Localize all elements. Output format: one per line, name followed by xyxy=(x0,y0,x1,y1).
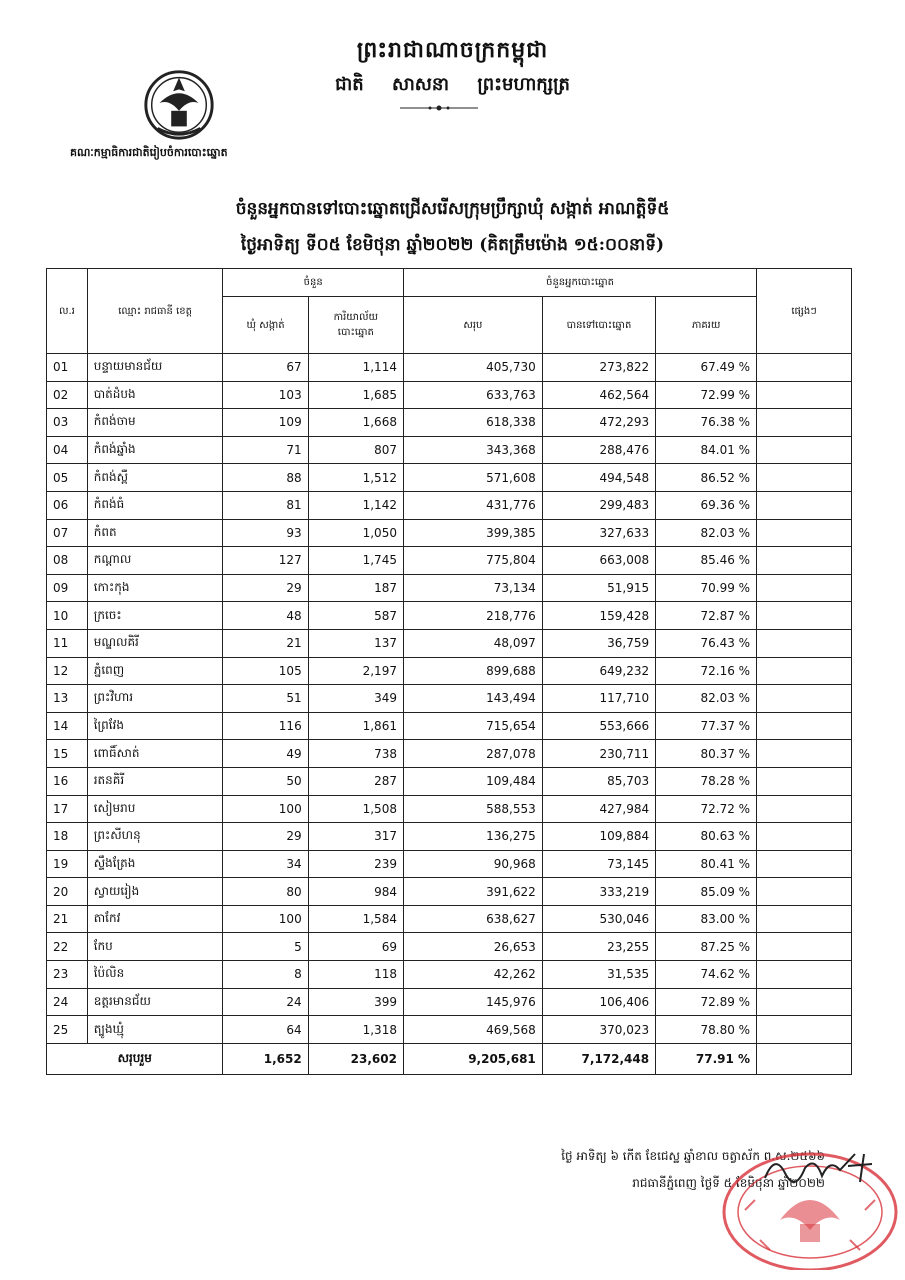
header-commune: ឃុំ សង្កាត់ xyxy=(223,297,308,354)
voted-count-cell: 288,476 xyxy=(542,436,655,464)
commune-count-cell: 64 xyxy=(223,1016,308,1044)
voted-count-cell: 117,710 xyxy=(542,685,655,713)
voted-count-cell: 31,535 xyxy=(542,961,655,989)
table-row xyxy=(47,740,852,768)
row-number-cell: 03 xyxy=(47,409,88,437)
row-number-cell: 22 xyxy=(47,933,88,961)
row-number-cell: 05 xyxy=(47,464,88,492)
turnout-percent-cell: 78.80 % xyxy=(656,1016,757,1044)
note-cell xyxy=(757,878,852,906)
polling-office-count-cell: 984 xyxy=(308,878,403,906)
turnout-percent-cell: 83.00 % xyxy=(656,905,757,933)
turnout-percent-cell: 72.16 % xyxy=(656,657,757,685)
registered-voters-cell: 899,688 xyxy=(403,657,542,685)
registered-voters-cell: 218,776 xyxy=(403,602,542,630)
table-row xyxy=(47,905,852,933)
table-row xyxy=(47,657,852,685)
table-row xyxy=(47,574,852,602)
registered-voters-cell: 73,134 xyxy=(403,574,542,602)
province-name-cell: កណ្ដាល xyxy=(87,547,223,575)
table-row xyxy=(47,491,852,519)
commune-count-cell: 100 xyxy=(223,795,308,823)
commune-count-cell: 48 xyxy=(223,602,308,630)
note-cell xyxy=(757,629,852,657)
table-row xyxy=(47,767,852,795)
polling-office-count-cell: 349 xyxy=(308,685,403,713)
note-cell xyxy=(757,657,852,685)
voted-count-cell: 530,046 xyxy=(542,905,655,933)
polling-office-count-cell: 1,318 xyxy=(308,1016,403,1044)
turnout-percent-cell: 72.87 % xyxy=(656,602,757,630)
row-number-cell: 19 xyxy=(47,850,88,878)
voted-count-cell: 106,406 xyxy=(542,988,655,1016)
commune-count-cell: 49 xyxy=(223,740,308,768)
turnout-percent-cell: 67.49 % xyxy=(656,354,757,382)
row-number-cell: 09 xyxy=(47,574,88,602)
voted-count-cell: 273,822 xyxy=(542,354,655,382)
polling-office-count-cell: 1,861 xyxy=(308,712,403,740)
turnout-percent-cell: 77.37 % xyxy=(656,712,757,740)
note-cell xyxy=(757,823,852,851)
polling-office-count-cell: 1,584 xyxy=(308,905,403,933)
row-number-cell: 25 xyxy=(47,1016,88,1044)
turnout-percent-cell: 74.62 % xyxy=(656,961,757,989)
commune-count-cell: 8 xyxy=(223,961,308,989)
note-cell xyxy=(757,436,852,464)
polling-office-count-cell: 317 xyxy=(308,823,403,851)
note-cell xyxy=(757,712,852,740)
polling-office-count-cell: 1,668 xyxy=(308,409,403,437)
document-title: ចំនួនអ្នកបានទៅបោះឆ្នោតជ្រើសរើសក្រុមប្រឹក្សាឃុំ សង្កាត់ អាណត្តិទី៥ xyxy=(235,199,670,219)
commune-count-cell: 51 xyxy=(223,685,308,713)
row-number-cell: 20 xyxy=(47,878,88,906)
solar-date: រាជធានីភ្នំពេញ ថ្ងៃទី ៥ ខែមិថុនា ឆ្នាំ២០២២ xyxy=(632,1176,825,1190)
table-row xyxy=(47,988,852,1016)
registered-voters-cell: 469,568 xyxy=(403,1016,542,1044)
ornament-divider xyxy=(400,104,478,112)
national-motto: ជាតិ សាសនា ព្រះមហាក្សត្រ xyxy=(335,74,570,95)
registered-voters-cell: 42,262 xyxy=(403,961,542,989)
header-count-group: ចំនួន xyxy=(223,269,404,297)
row-number-cell: 11 xyxy=(47,629,88,657)
registered-voters-cell: 343,368 xyxy=(403,436,542,464)
commune-count-cell: 24 xyxy=(223,988,308,1016)
commune-count-cell: 71 xyxy=(223,436,308,464)
province-name-cell: មណ្ឌលគិរី xyxy=(87,629,223,657)
polling-office-count-cell: 239 xyxy=(308,850,403,878)
official-seal-stamp xyxy=(710,1120,900,1270)
voted-count-cell: 159,428 xyxy=(542,602,655,630)
table-row xyxy=(47,961,852,989)
turnout-percent-cell: 72.89 % xyxy=(656,988,757,1016)
registered-voters-cell: 391,622 xyxy=(403,878,542,906)
province-name-cell: កំពង់ឆ្នាំង xyxy=(87,436,223,464)
commune-count-cell: 67 xyxy=(223,354,308,382)
note-cell xyxy=(757,850,852,878)
kingdom-title: ព្រះរាជាណាចក្រកម្ពុជា xyxy=(356,37,549,63)
document-subtitle: ថ្ងៃអាទិត្យ ទី០៥ ខែមិថុនា ឆ្នាំ២០២២ (គិតត្រឹមម៉ោង ១៥:០០នាទី) xyxy=(240,235,665,255)
registered-voters-cell: 618,338 xyxy=(403,409,542,437)
voted-count-cell: 85,703 xyxy=(542,767,655,795)
note-cell xyxy=(757,905,852,933)
turnout-percent-cell: 76.38 % xyxy=(656,409,757,437)
commune-count-cell: 29 xyxy=(223,574,308,602)
voted-count-cell: 472,293 xyxy=(542,409,655,437)
province-name-cell: ឧត្ដរមានជ័យ xyxy=(87,988,223,1016)
polling-office-count-cell: 137 xyxy=(308,629,403,657)
commune-count-cell: 29 xyxy=(223,823,308,851)
province-name-cell: បន្ទាយមានជ័យ xyxy=(87,354,223,382)
province-name-cell: សៀមរាប xyxy=(87,795,223,823)
note-cell xyxy=(757,933,852,961)
province-name-cell: កំពង់ស្ពឺ xyxy=(87,464,223,492)
table-row xyxy=(47,685,852,713)
commune-count-cell: 50 xyxy=(223,767,308,795)
note-cell xyxy=(757,740,852,768)
row-number-cell: 10 xyxy=(47,602,88,630)
row-number-cell: 18 xyxy=(47,823,88,851)
commune-count-cell: 127 xyxy=(223,547,308,575)
registered-voters-cell: 405,730 xyxy=(403,354,542,382)
province-name-cell: កំពត xyxy=(87,519,223,547)
total-note-cell xyxy=(757,1043,852,1074)
polling-office-count-cell: 1,685 xyxy=(308,381,403,409)
table-row xyxy=(47,602,852,630)
registered-voters-cell: 109,484 xyxy=(403,767,542,795)
note-cell xyxy=(757,547,852,575)
row-number-cell: 02 xyxy=(47,381,88,409)
province-name-cell: កែប xyxy=(87,933,223,961)
commune-count-cell: 103 xyxy=(223,381,308,409)
voted-count-cell: 23,255 xyxy=(542,933,655,961)
header-no: ល.រ xyxy=(47,269,88,354)
polling-office-count-cell: 69 xyxy=(308,933,403,961)
row-number-cell: 12 xyxy=(47,657,88,685)
header-voted: បានទៅបោះឆ្នោត xyxy=(542,297,655,354)
note-cell xyxy=(757,961,852,989)
province-name-cell: ស្វាយរៀង xyxy=(87,878,223,906)
polling-office-count-cell: 1,508 xyxy=(308,795,403,823)
table-row xyxy=(47,823,852,851)
turnout-percent-cell: 85.46 % xyxy=(656,547,757,575)
turnout-percent-cell: 86.52 % xyxy=(656,464,757,492)
table-row xyxy=(47,878,852,906)
polling-office-count-cell: 1,745 xyxy=(308,547,403,575)
registered-voters-cell: 588,553 xyxy=(403,795,542,823)
voted-count-cell: 494,548 xyxy=(542,464,655,492)
turnout-percent-cell: 84.01 % xyxy=(656,436,757,464)
polling-office-count-cell: 118 xyxy=(308,961,403,989)
registered-voters-cell: 399,385 xyxy=(403,519,542,547)
voted-count-cell: 327,633 xyxy=(542,519,655,547)
registered-voters-cell: 431,776 xyxy=(403,491,542,519)
row-number-cell: 21 xyxy=(47,905,88,933)
header-polling-office xyxy=(308,297,403,354)
table-row xyxy=(47,409,852,437)
province-name-cell: ប៉ៃលិន xyxy=(87,961,223,989)
turnout-percent-cell: 78.28 % xyxy=(656,767,757,795)
header-total: សរុប xyxy=(403,297,542,354)
note-cell xyxy=(757,491,852,519)
row-number-cell: 01 xyxy=(47,354,88,382)
turnout-percent-cell: 80.41 % xyxy=(656,850,757,878)
total-voted-cell: 7,172,448 xyxy=(542,1043,655,1074)
note-cell xyxy=(757,1016,852,1044)
table-row xyxy=(47,933,852,961)
header-office-line1: ការិយាល័យ xyxy=(333,312,379,323)
polling-office-count-cell: 1,050 xyxy=(308,519,403,547)
row-number-cell: 23 xyxy=(47,961,88,989)
voted-count-cell: 73,145 xyxy=(542,850,655,878)
voted-count-cell: 230,711 xyxy=(542,740,655,768)
polling-office-count-cell: 807 xyxy=(308,436,403,464)
table-row xyxy=(47,795,852,823)
polling-office-count-cell: 1,142 xyxy=(308,491,403,519)
turnout-percent-cell: 72.99 % xyxy=(656,381,757,409)
table-row xyxy=(47,629,852,657)
turnout-percent-cell: 85.09 % xyxy=(656,878,757,906)
header-note: ផ្សេងៗ xyxy=(757,269,852,354)
note-cell xyxy=(757,519,852,547)
total-communes-cell: 1,652 xyxy=(223,1043,308,1074)
voted-count-cell: 427,984 xyxy=(542,795,655,823)
commune-count-cell: 21 xyxy=(223,629,308,657)
voted-count-cell: 462,564 xyxy=(542,381,655,409)
row-number-cell: 17 xyxy=(47,795,88,823)
turnout-percent-cell: 70.99 % xyxy=(656,574,757,602)
header-voter-group: ចំនួនអ្នកបោះឆ្នោត xyxy=(403,269,756,297)
commune-count-cell: 34 xyxy=(223,850,308,878)
voted-count-cell: 333,219 xyxy=(542,878,655,906)
polling-office-count-cell: 287 xyxy=(308,767,403,795)
note-cell xyxy=(757,574,852,602)
polling-office-count-cell: 738 xyxy=(308,740,403,768)
header-office-line2: បោះឆ្នោត xyxy=(337,327,374,338)
note-cell xyxy=(757,381,852,409)
table-row xyxy=(47,436,852,464)
polling-office-count-cell: 1,114 xyxy=(308,354,403,382)
voted-count-cell: 370,023 xyxy=(542,1016,655,1044)
commune-count-cell: 100 xyxy=(223,905,308,933)
note-cell xyxy=(757,988,852,1016)
registered-voters-cell: 571,608 xyxy=(403,464,542,492)
table-row xyxy=(47,712,852,740)
province-name-cell: កោះកុង xyxy=(87,574,223,602)
commune-count-cell: 81 xyxy=(223,491,308,519)
committee-name: គណៈកម្មាធិការជាតិរៀបចំការបោះឆ្នោត xyxy=(70,146,228,159)
province-name-cell: ព្រៃវែង xyxy=(87,712,223,740)
registered-voters-cell: 775,804 xyxy=(403,547,542,575)
province-name-cell: តាកែវ xyxy=(87,905,223,933)
province-name-cell: ក្រចេះ xyxy=(87,602,223,630)
province-name-cell: កំពង់ធំ xyxy=(87,491,223,519)
commune-count-cell: 93 xyxy=(223,519,308,547)
commune-count-cell: 116 xyxy=(223,712,308,740)
header-percent: ភាគរយ xyxy=(656,297,757,354)
voted-count-cell: 663,008 xyxy=(542,547,655,575)
province-name-cell: ពោធិ៍សាត់ xyxy=(87,740,223,768)
totals-row xyxy=(47,1043,852,1074)
registered-voters-cell: 48,097 xyxy=(403,629,542,657)
turnout-table xyxy=(46,268,852,1075)
registered-voters-cell: 143,494 xyxy=(403,685,542,713)
handwritten-signature xyxy=(760,1148,880,1188)
polling-office-count-cell: 187 xyxy=(308,574,403,602)
province-name-cell: បាត់ដំបង xyxy=(87,381,223,409)
table-row xyxy=(47,519,852,547)
registered-voters-cell: 136,275 xyxy=(403,823,542,851)
province-name-cell: ព្រះសីហនុ xyxy=(87,823,223,851)
voted-count-cell: 553,666 xyxy=(542,712,655,740)
table-body xyxy=(47,354,852,1075)
note-cell xyxy=(757,795,852,823)
row-number-cell: 08 xyxy=(47,547,88,575)
polling-office-count-cell: 1,512 xyxy=(308,464,403,492)
province-name-cell: រតនគិរី xyxy=(87,767,223,795)
registered-voters-cell: 90,968 xyxy=(403,850,542,878)
registered-voters-cell: 715,654 xyxy=(403,712,542,740)
province-name-cell: កំពង់ចាម xyxy=(87,409,223,437)
commune-count-cell: 5 xyxy=(223,933,308,961)
total-registered-cell: 9,205,681 xyxy=(403,1043,542,1074)
registered-voters-cell: 633,763 xyxy=(403,381,542,409)
row-number-cell: 13 xyxy=(47,685,88,713)
turnout-percent-cell: 69.36 % xyxy=(656,491,757,519)
total-percent-cell: 77.91 % xyxy=(656,1043,757,1074)
turnout-percent-cell: 80.63 % xyxy=(656,823,757,851)
note-cell xyxy=(757,354,852,382)
polling-office-count-cell: 587 xyxy=(308,602,403,630)
note-cell xyxy=(757,602,852,630)
header-province: ឈ្មោះ រាជធានី ខេត្ត xyxy=(87,269,223,354)
total-offices-cell: 23,602 xyxy=(308,1043,403,1074)
registered-voters-cell: 638,627 xyxy=(403,905,542,933)
commune-count-cell: 80 xyxy=(223,878,308,906)
note-cell xyxy=(757,685,852,713)
polling-office-count-cell: 399 xyxy=(308,988,403,1016)
commune-count-cell: 105 xyxy=(223,657,308,685)
table-row xyxy=(47,547,852,575)
row-number-cell: 07 xyxy=(47,519,88,547)
turnout-percent-cell: 82.03 % xyxy=(656,519,757,547)
voted-count-cell: 649,232 xyxy=(542,657,655,685)
note-cell xyxy=(757,464,852,492)
province-name-cell: ស្ទឹងត្រែង xyxy=(87,850,223,878)
voted-count-cell: 299,483 xyxy=(542,491,655,519)
polling-office-count-cell: 2,197 xyxy=(308,657,403,685)
turnout-percent-cell: 80.37 % xyxy=(656,740,757,768)
registered-voters-cell: 145,976 xyxy=(403,988,542,1016)
turnout-percent-cell: 76.43 % xyxy=(656,629,757,657)
registered-voters-cell: 287,078 xyxy=(403,740,542,768)
lunar-date: ថ្ងៃ អាទិត្យ ៦ កើត ខែជេស្ឋ ឆ្នាំខាល ចត្វាស័ក ព.ស.២៥៦៦ xyxy=(561,1149,825,1163)
table-row xyxy=(47,381,852,409)
row-number-cell: 06 xyxy=(47,491,88,519)
note-cell xyxy=(757,409,852,437)
table-row xyxy=(47,850,852,878)
turnout-percent-cell: 72.72 % xyxy=(656,795,757,823)
commune-count-cell: 88 xyxy=(223,464,308,492)
table-row xyxy=(47,464,852,492)
totals-label: សរុបរួម xyxy=(47,1043,223,1074)
note-cell xyxy=(757,767,852,795)
turnout-percent-cell: 87.25 % xyxy=(656,933,757,961)
row-number-cell: 24 xyxy=(47,988,88,1016)
row-number-cell: 14 xyxy=(47,712,88,740)
voted-count-cell: 51,915 xyxy=(542,574,655,602)
turnout-percent-cell: 82.03 % xyxy=(656,685,757,713)
commune-count-cell: 109 xyxy=(223,409,308,437)
province-name-cell: ត្បូងឃ្មុំ xyxy=(87,1016,223,1044)
voted-count-cell: 109,884 xyxy=(542,823,655,851)
row-number-cell: 04 xyxy=(47,436,88,464)
registered-voters-cell: 26,653 xyxy=(403,933,542,961)
row-number-cell: 16 xyxy=(47,767,88,795)
row-number-cell: 15 xyxy=(47,740,88,768)
table-row xyxy=(47,354,852,382)
province-name-cell: ភ្នំពេញ xyxy=(87,657,223,685)
table-row xyxy=(47,1016,852,1044)
voted-count-cell: 36,759 xyxy=(542,629,655,657)
province-name-cell: ព្រះវិហារ xyxy=(87,685,223,713)
